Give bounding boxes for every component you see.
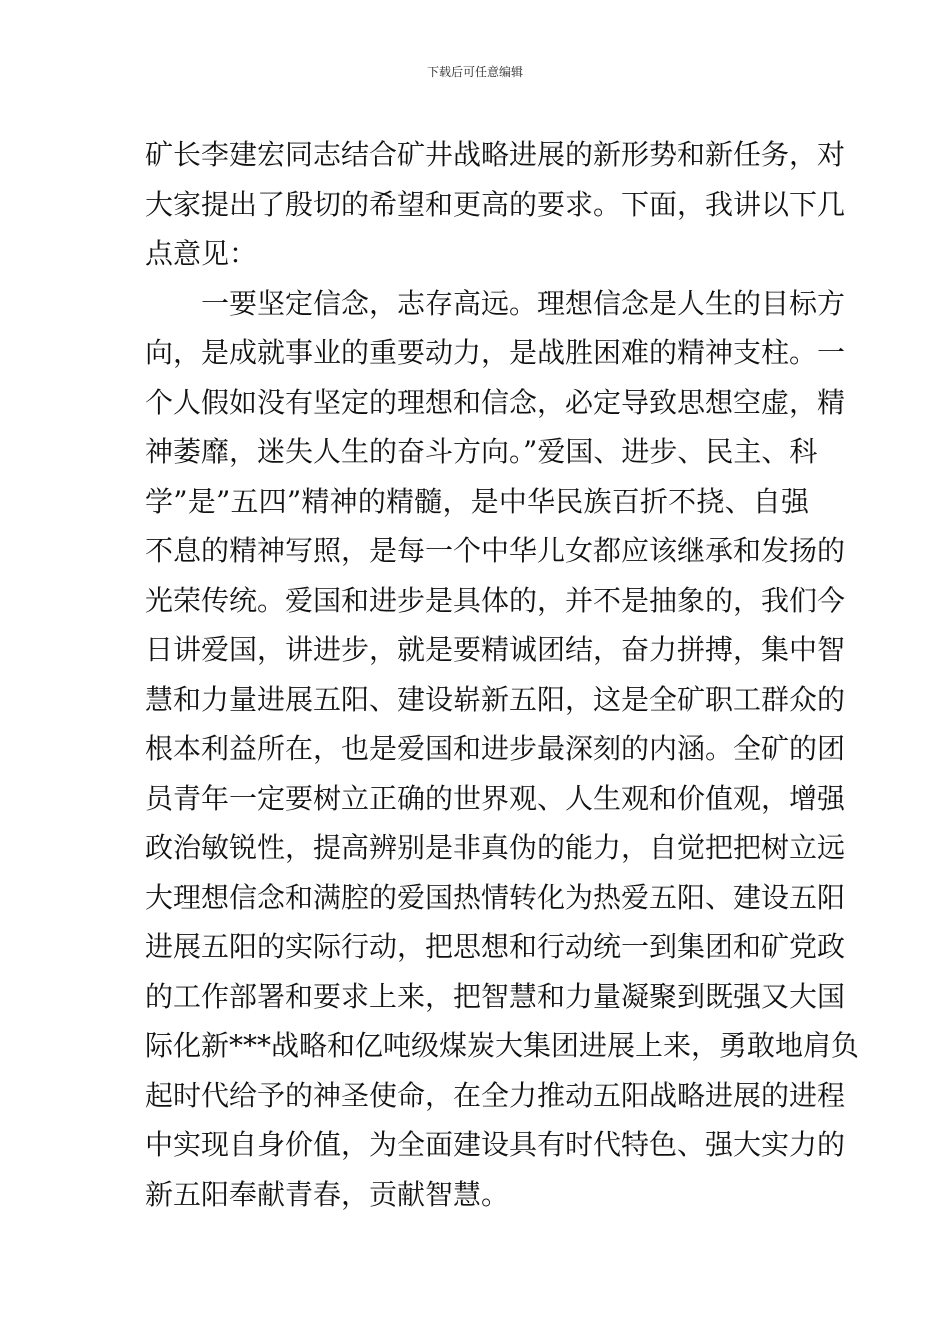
paragraph-2-line-1: 一要坚定信念，志存高远。理想信念是人生的目标方: [201, 286, 846, 320]
page-header: 下载后可任意编辑: [426, 65, 523, 79]
paragraph-2-line-8: 日讲爱国，讲进步，就是要精诚团结，奋力拼搏，集中智: [145, 633, 846, 666]
paragraph-2-line-10: 根本利益所在，也是爱国和进步最深刻的内涵。全矿的团: [145, 732, 846, 765]
paragraph-2-line-6: 不息的精神写照，是每一个中华儿女都应该继承和发扬的: [145, 534, 846, 567]
paragraph-2-line-7: 光荣传统。爱国和进步是具体的，并不是抽象的，我们今: [145, 583, 846, 617]
paragraph-2-line-13: 大理想信念和满腔的爱国热情转化为热爱五阳、建设五阳: [145, 880, 846, 914]
paragraph-2-line-16: 际化新***战略和亿吨级煤炭大集团进展上来，勇敢地肩负: [145, 1029, 860, 1062]
paragraph-2-line-14: 进展五阳的实际行动，把思想和行动统一到集团和矿党政: [145, 930, 846, 963]
paragraph-2-line-12: 政治敏锐性，提高辨别是非真伪的能力，自觉把把树立远: [145, 831, 846, 864]
document-body: [145, 130, 860, 1219]
paragraph-2-line-5: 学”是”五四”精神的精髓，是中华民族百折不挠、自强: [145, 484, 809, 518]
paragraph-2-line-17: 起时代给予的神圣使命，在全力推动五阳战略进展的进程: [145, 1078, 846, 1112]
paragraph-1-line-3: 点意见：: [145, 237, 258, 270]
paragraph-2-line-9: 慧和力量进展五阳、建设崭新五阳，这是全矿职工群众的: [145, 682, 846, 716]
paragraph-2-line-2: 向，是成就事业的重要动力，是战胜困难的精神支柱。一: [145, 336, 846, 369]
paragraph-2-line-19: 新五阳奉献青春，贡献智慧。: [145, 1177, 510, 1211]
paragraph-2-line-18: 中实现自身价值，为全面建设具有时代特色、强大实力的: [145, 1128, 846, 1161]
paragraph-2-line-4: 神萎靡，迷失人生的奋斗方向。”爱国、进步、民主、科: [145, 435, 818, 468]
paragraph-2-line-15: 的工作部署和要求上来，把智慧和力量凝聚到既强又大国: [145, 979, 846, 1013]
paragraph-1-line-2: 大家提出了殷切的希望和更高的要求。下面，我讲以下几: [145, 187, 846, 221]
paragraph-1-line-1: 矿长李建宏同志结合矿井战略进展的新形势和新任务，对: [145, 138, 846, 171]
paragraph-2-line-3: 个人假如没有坚定的理想和信念，必定导致思想空虚，精: [145, 385, 846, 419]
paragraph-2-line-11: 员青年一定要树立正确的世界观、人生观和价值观，增强: [145, 781, 846, 815]
